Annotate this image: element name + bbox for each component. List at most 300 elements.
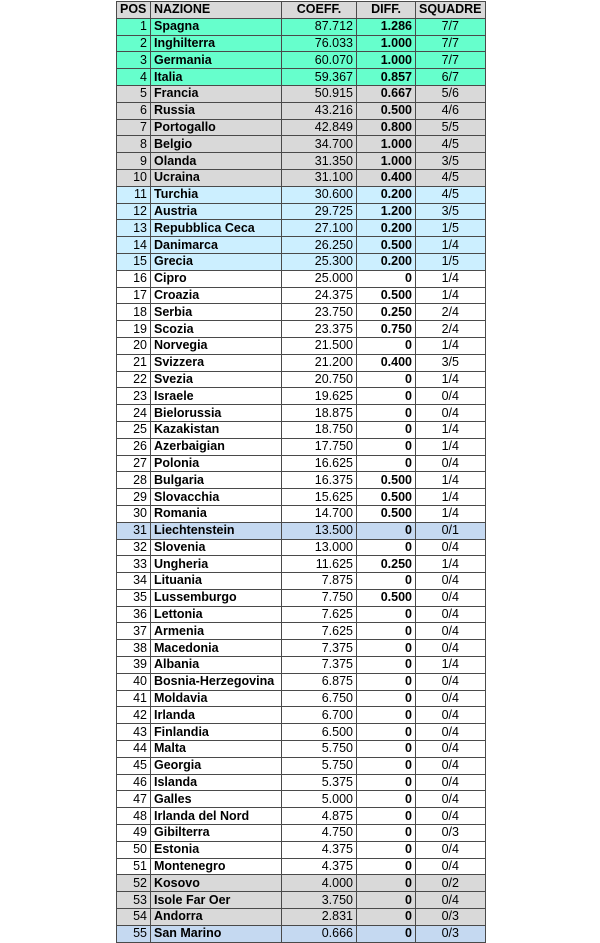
- cell-pos: 34: [117, 573, 151, 590]
- cell-pos: 23: [117, 388, 151, 405]
- cell-squadre: 3/5: [416, 203, 486, 220]
- table-row: [117, 136, 486, 153]
- cell-coeff: 87.712: [282, 18, 357, 35]
- cell-pos: 47: [117, 791, 151, 808]
- cell-diff: 0: [357, 741, 416, 758]
- cell-nazione: Turchia: [151, 186, 282, 203]
- cell-nazione: Irlanda del Nord: [151, 808, 282, 825]
- cell-squadre: 1/5: [416, 220, 486, 237]
- table-row: [117, 539, 486, 556]
- cell-diff: 0: [357, 438, 416, 455]
- cell-pos: 13: [117, 220, 151, 237]
- cell-pos: 2: [117, 35, 151, 52]
- table-row: [117, 589, 486, 606]
- cell-pos: 51: [117, 858, 151, 875]
- cell-squadre: 0/4: [416, 707, 486, 724]
- cell-squadre: 0/4: [416, 573, 486, 590]
- cell-squadre: 7/7: [416, 35, 486, 52]
- cell-coeff: 0.666: [282, 925, 357, 942]
- cell-coeff: 25.300: [282, 253, 357, 270]
- cell-squadre: 0/4: [416, 858, 486, 875]
- cell-coeff: 7.750: [282, 589, 357, 606]
- cell-coeff: 21.200: [282, 354, 357, 371]
- cell-coeff: 17.750: [282, 438, 357, 455]
- cell-nazione: Russia: [151, 102, 282, 119]
- cell-squadre: 3/5: [416, 153, 486, 170]
- table-row: [117, 673, 486, 690]
- table-row: [117, 791, 486, 808]
- cell-nazione: Kosovo: [151, 875, 282, 892]
- cell-squadre: 0/1: [416, 522, 486, 539]
- cell-squadre: 0/4: [416, 405, 486, 422]
- table-row: [117, 489, 486, 506]
- cell-diff: 0: [357, 388, 416, 405]
- cell-diff: 0.500: [357, 102, 416, 119]
- cell-nazione: Islanda: [151, 774, 282, 791]
- table-row: [117, 505, 486, 522]
- table-row: [117, 841, 486, 858]
- cell-coeff: 26.250: [282, 237, 357, 254]
- cell-nazione: Austria: [151, 203, 282, 220]
- table-row: [117, 556, 486, 573]
- cell-nazione: Ungheria: [151, 556, 282, 573]
- cell-diff: 0: [357, 909, 416, 926]
- cell-pos: 9: [117, 153, 151, 170]
- cell-squadre: 0/4: [416, 589, 486, 606]
- cell-coeff: 4.375: [282, 858, 357, 875]
- table-row: [117, 337, 486, 354]
- cell-diff: 0.500: [357, 505, 416, 522]
- cell-diff: 0: [357, 673, 416, 690]
- cell-pos: 46: [117, 774, 151, 791]
- cell-nazione: Inghilterra: [151, 35, 282, 52]
- cell-pos: 24: [117, 405, 151, 422]
- cell-pos: 17: [117, 287, 151, 304]
- header-row: [117, 2, 486, 19]
- table-row: [117, 304, 486, 321]
- cell-nazione: Gibilterra: [151, 825, 282, 842]
- cell-nazione: Bulgaria: [151, 472, 282, 489]
- cell-diff: 0.250: [357, 304, 416, 321]
- cell-nazione: Azerbaigian: [151, 438, 282, 455]
- cell-nazione: Italia: [151, 69, 282, 86]
- cell-diff: 0.200: [357, 220, 416, 237]
- cell-squadre: 2/4: [416, 304, 486, 321]
- table-row: [117, 405, 486, 422]
- cell-diff: 0: [357, 791, 416, 808]
- cell-squadre: 7/7: [416, 18, 486, 35]
- cell-pos: 1: [117, 18, 151, 35]
- cell-pos: 14: [117, 237, 151, 254]
- cell-squadre: 0/3: [416, 925, 486, 942]
- cell-diff: 0: [357, 337, 416, 354]
- cell-coeff: 42.849: [282, 119, 357, 136]
- cell-diff: 0: [357, 825, 416, 842]
- cell-nazione: Malta: [151, 741, 282, 758]
- cell-pos: 8: [117, 136, 151, 153]
- cell-diff: 1.200: [357, 203, 416, 220]
- cell-coeff: 6.875: [282, 673, 357, 690]
- cell-nazione: Liechtenstein: [151, 522, 282, 539]
- cell-coeff: 11.625: [282, 556, 357, 573]
- table-row: [117, 69, 486, 86]
- cell-pos: 18: [117, 304, 151, 321]
- cell-squadre: 7/7: [416, 52, 486, 69]
- cell-pos: 33: [117, 556, 151, 573]
- cell-coeff: 19.625: [282, 388, 357, 405]
- table-row: [117, 354, 486, 371]
- cell-nazione: Finlandia: [151, 724, 282, 741]
- table-row: [117, 690, 486, 707]
- cell-nazione: Georgia: [151, 757, 282, 774]
- cell-pos: 26: [117, 438, 151, 455]
- cell-diff: 0: [357, 875, 416, 892]
- cell-nazione: Kazakistan: [151, 421, 282, 438]
- table-row: [117, 741, 486, 758]
- cell-coeff: 4.375: [282, 841, 357, 858]
- cell-pos: 44: [117, 741, 151, 758]
- cell-pos: 53: [117, 892, 151, 909]
- cell-diff: 0.800: [357, 119, 416, 136]
- cell-pos: 10: [117, 169, 151, 186]
- cell-nazione: Albania: [151, 657, 282, 674]
- cell-squadre: 0/4: [416, 455, 486, 472]
- cell-nazione: Danimarca: [151, 237, 282, 254]
- table-row: [117, 909, 486, 926]
- cell-pos: 48: [117, 808, 151, 825]
- cell-diff: 0: [357, 522, 416, 539]
- cell-squadre: 1/4: [416, 505, 486, 522]
- cell-nazione: Macedonia: [151, 640, 282, 657]
- cell-pos: 40: [117, 673, 151, 690]
- table-row: [117, 186, 486, 203]
- cell-squadre: 4/5: [416, 169, 486, 186]
- cell-pos: 55: [117, 925, 151, 942]
- cell-diff: 0.250: [357, 556, 416, 573]
- cell-coeff: 16.625: [282, 455, 357, 472]
- cell-pos: 50: [117, 841, 151, 858]
- cell-diff: 0: [357, 623, 416, 640]
- cell-diff: 1.000: [357, 136, 416, 153]
- cell-diff: 0: [357, 455, 416, 472]
- cell-pos: 39: [117, 657, 151, 674]
- cell-diff: 0: [357, 925, 416, 942]
- table-row: [117, 724, 486, 741]
- cell-squadre: 0/4: [416, 808, 486, 825]
- cell-squadre: 4/5: [416, 186, 486, 203]
- cell-coeff: 13.000: [282, 539, 357, 556]
- cell-nazione: Polonia: [151, 455, 282, 472]
- table-row: [117, 102, 486, 119]
- cell-nazione: Germania: [151, 52, 282, 69]
- cell-pos: 52: [117, 875, 151, 892]
- table-row: [117, 438, 486, 455]
- header-diff: DIFF.: [357, 2, 416, 19]
- cell-nazione: Bosnia-Herzegovina: [151, 673, 282, 690]
- cell-diff: 0: [357, 690, 416, 707]
- cell-coeff: 4.875: [282, 808, 357, 825]
- table-row: [117, 892, 486, 909]
- cell-coeff: 5.750: [282, 741, 357, 758]
- cell-pos: 35: [117, 589, 151, 606]
- cell-coeff: 6.500: [282, 724, 357, 741]
- cell-pos: 3: [117, 52, 151, 69]
- cell-diff: 1.000: [357, 52, 416, 69]
- cell-nazione: Irlanda: [151, 707, 282, 724]
- cell-coeff: 25.000: [282, 270, 357, 287]
- cell-pos: 19: [117, 321, 151, 338]
- table-row: [117, 253, 486, 270]
- cell-squadre: 1/5: [416, 253, 486, 270]
- cell-nazione: Serbia: [151, 304, 282, 321]
- cell-squadre: 0/3: [416, 909, 486, 926]
- cell-squadre: 0/4: [416, 606, 486, 623]
- table-row: [117, 237, 486, 254]
- cell-pos: 30: [117, 505, 151, 522]
- cell-pos: 20: [117, 337, 151, 354]
- cell-pos: 38: [117, 640, 151, 657]
- cell-pos: 37: [117, 623, 151, 640]
- cell-pos: 25: [117, 421, 151, 438]
- table-row: [117, 35, 486, 52]
- cell-coeff: 3.750: [282, 892, 357, 909]
- cell-nazione: Francia: [151, 85, 282, 102]
- cell-diff: 0: [357, 774, 416, 791]
- cell-coeff: 23.750: [282, 304, 357, 321]
- cell-squadre: 0/4: [416, 623, 486, 640]
- table-row: [117, 925, 486, 942]
- cell-squadre: 0/3: [416, 825, 486, 842]
- cell-pos: 6: [117, 102, 151, 119]
- cell-diff: 0: [357, 808, 416, 825]
- cell-coeff: 7.375: [282, 657, 357, 674]
- cell-nazione: San Marino: [151, 925, 282, 942]
- cell-nazione: Croazia: [151, 287, 282, 304]
- cell-nazione: Scozia: [151, 321, 282, 338]
- table-row: [117, 472, 486, 489]
- cell-coeff: 31.350: [282, 153, 357, 170]
- cell-nazione: Svezia: [151, 371, 282, 388]
- cell-diff: 0.200: [357, 253, 416, 270]
- cell-coeff: 7.375: [282, 640, 357, 657]
- cell-coeff: 21.500: [282, 337, 357, 354]
- cell-diff: 0: [357, 573, 416, 590]
- cell-coeff: 60.070: [282, 52, 357, 69]
- cell-diff: 0: [357, 841, 416, 858]
- cell-pos: 49: [117, 825, 151, 842]
- cell-pos: 27: [117, 455, 151, 472]
- table-row: [117, 52, 486, 69]
- cell-diff: 0.500: [357, 589, 416, 606]
- table-row: [117, 119, 486, 136]
- cell-coeff: 4.750: [282, 825, 357, 842]
- cell-squadre: 0/4: [416, 690, 486, 707]
- cell-nazione: Lettonia: [151, 606, 282, 623]
- header-pos: POS: [117, 2, 151, 19]
- cell-pos: 28: [117, 472, 151, 489]
- table-row: [117, 220, 486, 237]
- cell-pos: 5: [117, 85, 151, 102]
- cell-coeff: 31.100: [282, 169, 357, 186]
- cell-squadre: 0/4: [416, 673, 486, 690]
- cell-pos: 43: [117, 724, 151, 741]
- cell-squadre: 0/4: [416, 539, 486, 556]
- cell-nazione: Lituania: [151, 573, 282, 590]
- cell-nazione: Norvegia: [151, 337, 282, 354]
- cell-nazione: Cipro: [151, 270, 282, 287]
- cell-squadre: 0/4: [416, 841, 486, 858]
- table-row: [117, 640, 486, 657]
- cell-coeff: 6.750: [282, 690, 357, 707]
- cell-coeff: 13.500: [282, 522, 357, 539]
- table-row: [117, 522, 486, 539]
- cell-nazione: Belgio: [151, 136, 282, 153]
- table-body: [117, 18, 486, 942]
- cell-squadre: 0/4: [416, 741, 486, 758]
- table-row: [117, 573, 486, 590]
- cell-diff: 0: [357, 724, 416, 741]
- cell-diff: 0: [357, 371, 416, 388]
- cell-squadre: 4/6: [416, 102, 486, 119]
- cell-diff: 0: [357, 539, 416, 556]
- cell-nazione: Montenegro: [151, 858, 282, 875]
- cell-coeff: 59.367: [282, 69, 357, 86]
- cell-pos: 31: [117, 522, 151, 539]
- cell-squadre: 1/4: [416, 287, 486, 304]
- cell-diff: 0.500: [357, 237, 416, 254]
- cell-squadre: 2/4: [416, 321, 486, 338]
- cell-pos: 29: [117, 489, 151, 506]
- cell-squadre: 1/4: [416, 472, 486, 489]
- cell-squadre: 5/6: [416, 85, 486, 102]
- cell-nazione: Isole Far Oer: [151, 892, 282, 909]
- cell-coeff: 20.750: [282, 371, 357, 388]
- header-squadre: SQUADRE: [416, 2, 486, 19]
- cell-squadre: 1/4: [416, 556, 486, 573]
- cell-squadre: 0/4: [416, 388, 486, 405]
- table-row: [117, 18, 486, 35]
- cell-diff: 0: [357, 421, 416, 438]
- cell-coeff: 34.700: [282, 136, 357, 153]
- cell-coeff: 27.100: [282, 220, 357, 237]
- cell-coeff: 5.750: [282, 757, 357, 774]
- cell-nazione: Bielorussia: [151, 405, 282, 422]
- cell-coeff: 50.915: [282, 85, 357, 102]
- cell-nazione: Grecia: [151, 253, 282, 270]
- cell-squadre: 1/4: [416, 270, 486, 287]
- cell-squadre: 0/4: [416, 640, 486, 657]
- cell-coeff: 15.625: [282, 489, 357, 506]
- cell-pos: 45: [117, 757, 151, 774]
- cell-diff: 0: [357, 606, 416, 623]
- cell-squadre: 1/4: [416, 371, 486, 388]
- cell-pos: 12: [117, 203, 151, 220]
- cell-nazione: Slovacchia: [151, 489, 282, 506]
- cell-coeff: 4.000: [282, 875, 357, 892]
- cell-coeff: 43.216: [282, 102, 357, 119]
- table-row: [117, 455, 486, 472]
- cell-diff: 0.400: [357, 354, 416, 371]
- cell-nazione: Galles: [151, 791, 282, 808]
- cell-squadre: 3/5: [416, 354, 486, 371]
- cell-diff: 1.000: [357, 153, 416, 170]
- table-row: [117, 270, 486, 287]
- cell-squadre: 5/5: [416, 119, 486, 136]
- cell-squadre: 0/4: [416, 774, 486, 791]
- table-row: [117, 85, 486, 102]
- cell-nazione: Svizzera: [151, 354, 282, 371]
- cell-coeff: 18.875: [282, 405, 357, 422]
- cell-diff: 0.500: [357, 287, 416, 304]
- cell-diff: 0.750: [357, 321, 416, 338]
- table-row: [117, 657, 486, 674]
- table-row: [117, 757, 486, 774]
- cell-nazione: Repubblica Ceca: [151, 220, 282, 237]
- cell-squadre: 1/4: [416, 237, 486, 254]
- header-nazione: NAZIONE: [151, 2, 282, 19]
- ranking-table: [116, 1, 486, 943]
- cell-coeff: 5.000: [282, 791, 357, 808]
- cell-squadre: 1/4: [416, 438, 486, 455]
- cell-coeff: 30.600: [282, 186, 357, 203]
- table-row: [117, 825, 486, 842]
- cell-pos: 54: [117, 909, 151, 926]
- cell-coeff: 7.625: [282, 623, 357, 640]
- cell-pos: 42: [117, 707, 151, 724]
- cell-nazione: Israele: [151, 388, 282, 405]
- cell-squadre: 4/5: [416, 136, 486, 153]
- cell-squadre: 0/2: [416, 875, 486, 892]
- cell-squadre: 6/7: [416, 69, 486, 86]
- cell-diff: 0: [357, 270, 416, 287]
- cell-pos: 11: [117, 186, 151, 203]
- table-row: [117, 875, 486, 892]
- cell-diff: 1.286: [357, 18, 416, 35]
- cell-diff: 0: [357, 707, 416, 724]
- header-coeff: COEFF.: [282, 2, 357, 19]
- cell-nazione: Olanda: [151, 153, 282, 170]
- cell-coeff: 23.375: [282, 321, 357, 338]
- cell-coeff: 7.875: [282, 573, 357, 590]
- cell-squadre: 0/4: [416, 892, 486, 909]
- cell-nazione: Moldavia: [151, 690, 282, 707]
- cell-squadre: 1/4: [416, 489, 486, 506]
- cell-pos: 21: [117, 354, 151, 371]
- table-row: [117, 287, 486, 304]
- cell-diff: 0.400: [357, 169, 416, 186]
- cell-coeff: 14.700: [282, 505, 357, 522]
- cell-nazione: Armenia: [151, 623, 282, 640]
- cell-coeff: 6.700: [282, 707, 357, 724]
- cell-squadre: 0/4: [416, 724, 486, 741]
- table-row: [117, 321, 486, 338]
- cell-pos: 7: [117, 119, 151, 136]
- cell-nazione: Spagna: [151, 18, 282, 35]
- cell-diff: 0.667: [357, 85, 416, 102]
- cell-diff: 0: [357, 657, 416, 674]
- table-row: [117, 808, 486, 825]
- cell-coeff: 76.033: [282, 35, 357, 52]
- cell-coeff: 18.750: [282, 421, 357, 438]
- cell-coeff: 5.375: [282, 774, 357, 791]
- table-row: [117, 203, 486, 220]
- cell-squadre: 1/4: [416, 421, 486, 438]
- cell-pos: 32: [117, 539, 151, 556]
- cell-squadre: 0/4: [416, 791, 486, 808]
- cell-coeff: 24.375: [282, 287, 357, 304]
- table-row: [117, 858, 486, 875]
- cell-diff: 0: [357, 858, 416, 875]
